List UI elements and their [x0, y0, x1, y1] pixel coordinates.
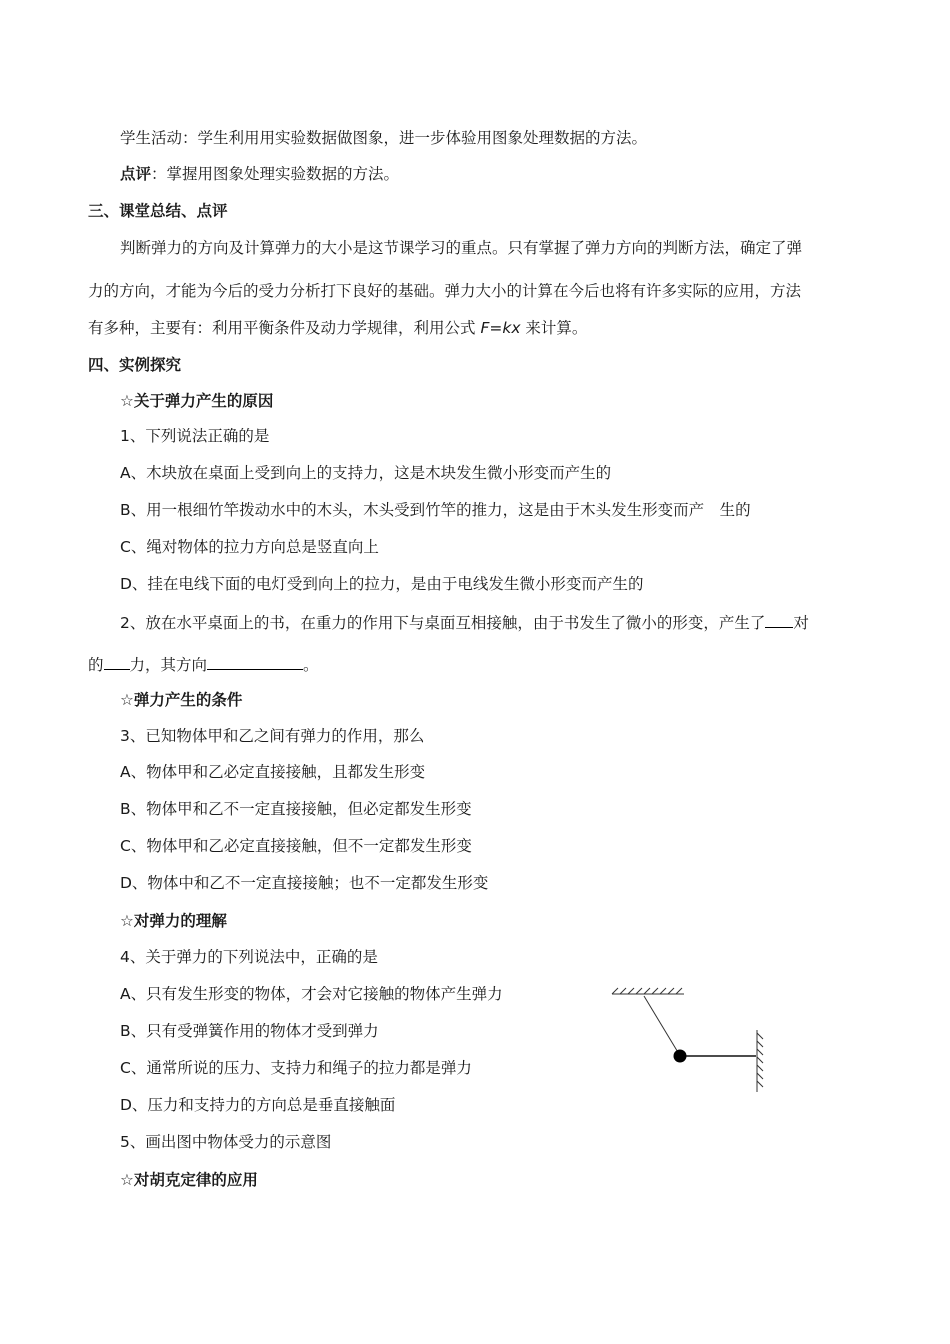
hooke-formula: F=kx — [480, 319, 521, 337]
question-2-text-d: 力，其方向 — [129, 656, 208, 674]
question-1-option-a: A、木块放在桌面上受到向上的支持力，这是木块发生微小形变而产生的 — [120, 464, 612, 482]
question-4-option-c: C、通常所说的压力、支持力和绳子的拉力都是弹力 — [120, 1059, 472, 1077]
question-1-option-d: D、挂在电线下面的电灯受到向上的拉力，是由于电线发生微小形变而产生的 — [120, 575, 644, 593]
question-2-text-b: 对 — [793, 614, 809, 632]
section-3-heading: 三、课堂总结、点评 — [88, 202, 228, 220]
question-3: 3、已知物体甲和乙之间有弹力的作用，那么 — [120, 727, 425, 745]
question-1-option-c: C、绳对物体的拉力方向总是竖直向上 — [120, 538, 379, 556]
answer-blank-1[interactable] — [765, 611, 793, 628]
comment-label: 点评 — [120, 165, 152, 183]
comment-text: ：掌握用图象处理实验数据的方法。 — [151, 165, 400, 183]
subsection-elastic-cause: ☆关于弹力产生的原因 — [120, 392, 274, 410]
summary-text-end: 来计算。 — [520, 319, 588, 337]
rope — [644, 996, 679, 1054]
question-5: 5、画出图中物体受力的示意图 — [120, 1133, 332, 1151]
student-activity-line: 学生活动：学生利用用实验数据做图象，进一步体验用图象处理数据的方法。 — [120, 129, 648, 147]
subsection-hooke-law: ☆对胡克定律的应用 — [120, 1171, 258, 1189]
comment-line — [120, 164, 399, 184]
question-4-option-b: B、只有受弹簧作用的物体才受到弹力 — [120, 1022, 379, 1040]
force-diagram — [600, 978, 780, 1108]
wall-hatch — [757, 1030, 763, 1092]
question-4: 4、关于弹力的下列说法中，正确的是 — [120, 948, 378, 966]
question-3-option-a: A、物体甲和乙必定直接接触，且都发生形变 — [120, 763, 426, 781]
ceiling-hatch — [612, 988, 684, 994]
summary-paragraph-line-2: 力的方向，才能为今后的受力分析打下良好的基础。弹力大小的计算在今后也将有许多实际的应用，方法 — [88, 282, 802, 300]
answer-blank-3[interactable] — [207, 653, 303, 670]
question-2-line-1 — [120, 611, 809, 633]
summary-text: 有多种，主要有：利用平衡条件及动力学规律，利用公式 — [88, 319, 481, 337]
question-2-line-2 — [88, 653, 319, 675]
question-4-option-d: D、压力和支持力的方向总是垂直接触面 — [120, 1096, 396, 1114]
subsection-elastic-condition: ☆弹力产生的条件 — [120, 691, 243, 709]
summary-paragraph-line-3 — [88, 318, 587, 338]
answer-blank-2[interactable] — [104, 653, 130, 670]
question-4-option-a: A、只有发生形变的物体，才会对它接触的物体产生弹力 — [120, 985, 503, 1003]
hanging-ball — [674, 1050, 687, 1063]
question-3-option-b: B、物体甲和乙不一定直接接触，但必定都发生形变 — [120, 800, 472, 818]
subsection-elastic-understanding: ☆对弹力的理解 — [120, 912, 227, 930]
summary-paragraph-line-1: 判断弹力的方向及计算弹力的大小是这节课学习的重点。只有掌握了弹力方向的判断方法，确定了弹 — [120, 239, 803, 257]
question-1-option-b: B、用一根细竹竿拨动水中的木头，木头受到竹竿的推力，这是由于木头发生形变而产 生的 — [120, 501, 751, 519]
question-2-text-e: 。 — [303, 656, 319, 674]
question-3-option-c: C、物体甲和乙必定直接接触，但不一定都发生形变 — [120, 837, 472, 855]
question-3-option-d: D、物体中和乙不一定直接接触；也不一定都发生形变 — [120, 874, 489, 892]
section-4-heading: 四、实例探究 — [88, 356, 182, 374]
question-2-text-c: 的 — [88, 656, 104, 674]
question-2-text: 2、放在水平桌面上的书，在重力的作用下与桌面互相接触，由于书发生了微小的形变，产生了 — [120, 614, 766, 632]
question-1: 1、下列说法正确的是 — [120, 427, 270, 445]
